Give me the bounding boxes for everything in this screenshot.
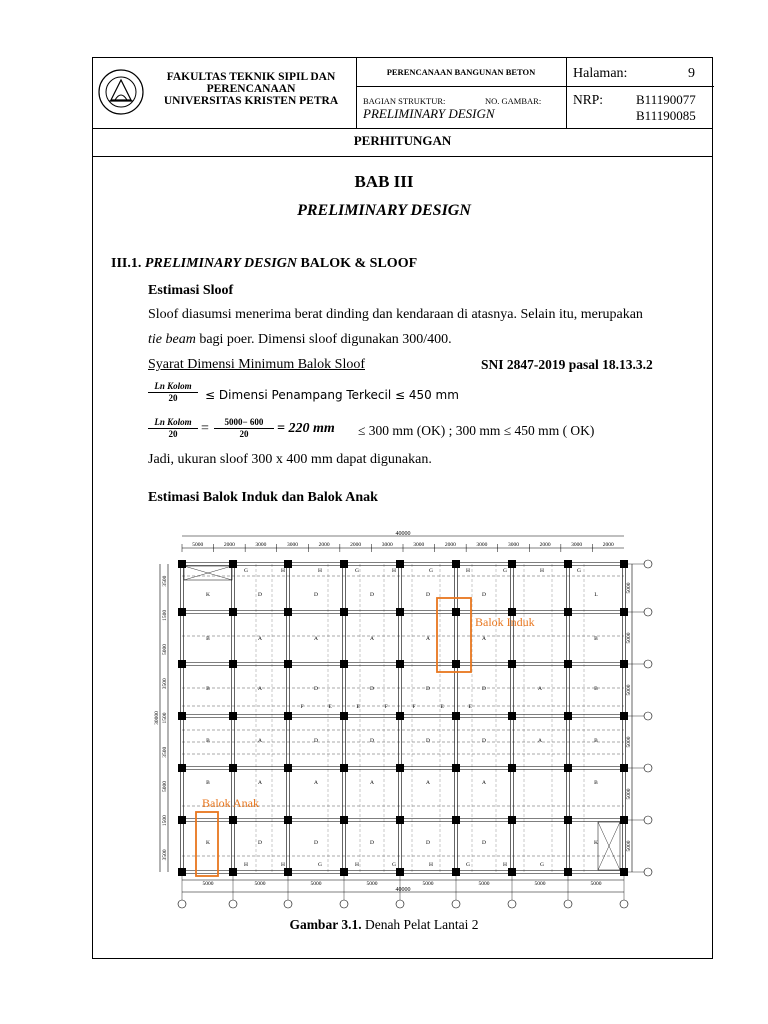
grid-bubble-bottom xyxy=(452,900,460,908)
fraction-2-numerator: Ln Kolom xyxy=(148,417,198,429)
column xyxy=(564,764,572,772)
slab-label: G xyxy=(244,568,248,574)
dim-text-left: 1500 xyxy=(162,609,168,621)
column xyxy=(178,712,186,720)
dim-text-bottom: 5000 xyxy=(534,881,546,887)
dim-text-top: 3000 xyxy=(381,542,393,548)
dim-text-left: 3500 xyxy=(162,678,168,690)
fraction-1-denominator: 20 xyxy=(168,393,178,403)
column xyxy=(452,608,460,616)
slab-label: B xyxy=(206,636,210,642)
slab-label: D xyxy=(426,686,430,692)
column xyxy=(452,816,460,824)
column xyxy=(229,764,237,772)
floor-plan-drawing xyxy=(156,526,656,912)
dim-text-right: 5000 xyxy=(626,736,632,748)
dim-text-right: 5000 xyxy=(626,684,632,696)
dim-text-top: 2000 xyxy=(350,542,362,548)
dim-text-top-total: 40000 xyxy=(395,531,411,537)
dim-text-top: 2000 xyxy=(444,542,456,548)
grid-bubble-bottom xyxy=(564,900,572,908)
subheading-balok: Estimasi Balok Induk dan Balok Anak xyxy=(148,490,378,505)
column xyxy=(620,660,628,668)
sni-reference: SNI 2847-2019 pasal 18.13.3.2 xyxy=(481,357,653,372)
slab-label: A xyxy=(258,686,262,692)
grid-bubble-right xyxy=(644,712,652,720)
slab-label: D xyxy=(482,840,486,846)
slab-label: D xyxy=(426,840,430,846)
slab-label: D xyxy=(370,592,374,598)
column xyxy=(178,764,186,772)
grid-bubble-bottom xyxy=(508,900,516,908)
column xyxy=(396,868,404,876)
column xyxy=(284,764,292,772)
header-bottom-line xyxy=(93,128,712,129)
dim-text-right: 5000 xyxy=(626,632,632,644)
column xyxy=(396,712,404,720)
column xyxy=(178,608,186,616)
column xyxy=(620,608,628,616)
dim-text-top: 2000 xyxy=(539,542,551,548)
para1-line2 xyxy=(148,332,452,348)
subheading-sloof: Estimasi Sloof xyxy=(148,283,234,298)
dim-text-top: 3000 xyxy=(476,542,488,548)
grid-bubble-right xyxy=(644,764,652,772)
halaman-value: 9 xyxy=(688,66,695,81)
dim-text-left: 5000 xyxy=(162,780,168,792)
grid-bubble-bottom xyxy=(340,900,348,908)
column xyxy=(564,868,572,876)
nrp-value-2: B11190085 xyxy=(636,108,696,123)
grid-bubble-right xyxy=(644,868,652,876)
column xyxy=(620,712,628,720)
column xyxy=(340,712,348,720)
column xyxy=(229,660,237,668)
column xyxy=(396,608,404,616)
syarat-label: Syarat Dimensi Minimum Balok Sloof xyxy=(148,357,365,372)
column xyxy=(564,816,572,824)
slab-label: B xyxy=(206,686,210,692)
column xyxy=(396,560,404,568)
caption-text: Denah Pelat Lantai 2 xyxy=(361,917,479,932)
slab-label: G xyxy=(503,568,507,574)
dim-text-bottom-total: 40000 xyxy=(395,887,411,893)
slab-label: D xyxy=(482,738,486,744)
dim-text-bottom: 5000 xyxy=(202,881,214,887)
column xyxy=(452,868,460,876)
column xyxy=(284,608,292,616)
slab-label: D xyxy=(370,840,374,846)
column xyxy=(620,764,628,772)
column xyxy=(452,712,460,720)
slab-label: A xyxy=(258,738,262,744)
column xyxy=(340,560,348,568)
halaman-label: Halaman: xyxy=(573,66,628,81)
slab-label: A xyxy=(426,780,430,786)
dim-text-top: 2000 xyxy=(602,542,614,548)
slab-label: D xyxy=(482,592,486,598)
column xyxy=(340,608,348,616)
section-value: PRELIMINARY DESIGN xyxy=(363,106,495,121)
nrp-label: NRP: xyxy=(573,92,604,107)
slab-label: D xyxy=(314,686,318,692)
dim-text-left: 3500 xyxy=(162,849,168,861)
column xyxy=(564,660,572,668)
caption-label: Gambar 3.1. xyxy=(289,917,362,932)
column xyxy=(178,660,186,668)
chapter-heading: BAB III xyxy=(354,172,414,191)
fraction-3 xyxy=(214,417,274,439)
dim-text-right: 5000 xyxy=(626,840,632,852)
slab-label: L xyxy=(594,592,598,598)
slab-label: H xyxy=(355,862,359,868)
dim-text-right: 5000 xyxy=(626,788,632,800)
slab-label: G xyxy=(429,568,433,574)
column xyxy=(564,608,572,616)
slab-label: A xyxy=(258,636,262,642)
grid-bubble-bottom xyxy=(620,900,628,908)
fraction-2-denominator: 20 xyxy=(168,429,178,439)
slab-label: B xyxy=(594,738,598,744)
dim-text-left: 5000 xyxy=(162,644,168,656)
university-logo xyxy=(97,68,145,116)
column xyxy=(178,868,186,876)
column xyxy=(452,764,460,772)
column xyxy=(229,560,237,568)
slab-label: D xyxy=(370,686,374,692)
slab-label: A xyxy=(370,636,374,642)
column xyxy=(620,560,628,568)
slab-label: A xyxy=(482,636,486,642)
conclusion: Jadi, ukuran sloof 300 x 400 mm dapat digunakan. xyxy=(148,452,432,467)
slab-label: D xyxy=(314,592,318,598)
column xyxy=(620,868,628,876)
column xyxy=(508,816,516,824)
dim-text-bottom: 5000 xyxy=(366,881,378,887)
course-name: PERENCANAAN BANGUNAN BETON xyxy=(386,67,536,77)
dim-text-left: 3500 xyxy=(162,575,168,587)
column xyxy=(229,868,237,876)
fraction-1-numerator: Ln Kolom xyxy=(148,381,198,393)
slab-label: A xyxy=(258,780,262,786)
header-mid-line xyxy=(356,86,714,87)
fraction-3-numerator: 5000− 600 xyxy=(214,417,274,429)
chapter-title: PRELIMINARY DESIGN xyxy=(297,202,471,219)
column xyxy=(396,660,404,668)
column xyxy=(284,560,292,568)
grid-bubble-right xyxy=(644,560,652,568)
slab-label: D xyxy=(482,686,486,692)
dim-text-left: 3500 xyxy=(162,746,168,758)
column xyxy=(284,660,292,668)
para1-line1: Sloof diasumsi menerima berat dinding dan kendaraan di atasnya. Selain itu, merupakan xyxy=(148,307,643,322)
slab-label: D xyxy=(426,738,430,744)
column xyxy=(284,868,292,876)
faculty-line-1: FAKULTAS TEKNIK SIPIL DAN xyxy=(166,71,336,83)
grid-bubble-bottom xyxy=(284,900,292,908)
slab-label: E xyxy=(468,704,472,710)
dim-text-bottom: 5000 xyxy=(478,881,490,887)
bagian-label: BAGIAN STRUKTUR: xyxy=(363,96,446,106)
dim-text-bottom: 5000 xyxy=(254,881,266,887)
column xyxy=(340,868,348,876)
slab-label: K xyxy=(206,592,210,598)
slab-label: H xyxy=(318,568,322,574)
slab-label: F xyxy=(412,704,416,710)
equation-2-check: ≤ 300 mm (OK) ; 300 mm ≤ 450 mm ( OK) xyxy=(358,423,595,438)
column xyxy=(340,660,348,668)
dim-text-left: 1500 xyxy=(162,815,168,827)
slab-label: B xyxy=(594,780,598,786)
fraction-2 xyxy=(148,417,198,439)
slab-label: G xyxy=(318,862,322,868)
header-divider-2 xyxy=(566,58,567,128)
slab-label: E xyxy=(440,704,444,710)
para1-line2-rest: bagi poer. Dimensi sloof digunakan 300/400. xyxy=(195,332,452,347)
fraction-1 xyxy=(148,381,198,403)
section-number: III.1. xyxy=(111,256,142,271)
label-balok-induk: Balok Induk xyxy=(475,615,535,629)
grid-bubble-bottom xyxy=(229,900,237,908)
slab-label: H xyxy=(429,862,433,868)
band-bottom-line xyxy=(93,156,712,157)
dim-text-left: 1500 xyxy=(162,712,168,724)
section-rest: BALOK & SLOOF xyxy=(296,256,418,271)
section-heading xyxy=(111,256,417,272)
slab-label: A xyxy=(370,780,374,786)
slab-label: D xyxy=(314,738,318,744)
column xyxy=(284,712,292,720)
column xyxy=(340,764,348,772)
slab-label: F xyxy=(384,704,388,710)
column xyxy=(564,560,572,568)
slab-label: F xyxy=(300,704,304,710)
slab-label: A xyxy=(482,780,486,786)
slab-label: H xyxy=(281,568,285,574)
slab-label: K xyxy=(594,840,598,846)
column xyxy=(396,816,404,824)
dim-text-top: 3000 xyxy=(255,542,267,548)
slab-label: H xyxy=(392,568,396,574)
dim-text-top: 5000 xyxy=(192,542,204,548)
slab-label: B xyxy=(594,686,598,692)
fraction-3-denominator: 20 xyxy=(239,429,249,439)
column xyxy=(284,816,292,824)
dim-text-bottom: 5000 xyxy=(310,881,322,887)
slab-label: H xyxy=(540,568,544,574)
column xyxy=(178,560,186,568)
column xyxy=(508,660,516,668)
slab-label: G xyxy=(355,568,359,574)
slab-label: A xyxy=(426,636,430,642)
slab-label: D xyxy=(314,840,318,846)
equation-1: ≤ Dimensi Penampang Terkecil ≤ 450 mm xyxy=(205,388,459,402)
tie-beam-term: tie beam xyxy=(148,332,196,347)
column xyxy=(508,712,516,720)
slab-label: A xyxy=(538,686,542,692)
column xyxy=(564,712,572,720)
dim-text-top: 2000 xyxy=(318,542,330,548)
slab-label: B xyxy=(206,780,210,786)
slab-label: K xyxy=(206,840,210,846)
column xyxy=(229,608,237,616)
dim-text-top: 3000 xyxy=(571,542,583,548)
dim-text-top: 3000 xyxy=(287,542,298,548)
nrp-value-1: B11190077 xyxy=(636,92,696,107)
column xyxy=(508,560,516,568)
grid-bubble-right xyxy=(644,608,652,616)
slab-label: D xyxy=(258,840,262,846)
dim-text-bottom: 5000 xyxy=(590,881,602,887)
slab-label: D xyxy=(370,738,374,744)
equation-2-result: = 220 mm xyxy=(277,421,335,436)
slab-label: A xyxy=(314,780,318,786)
column xyxy=(508,868,516,876)
slab-label: B xyxy=(206,738,210,744)
band-title: PERHITUNGAN xyxy=(353,133,452,148)
slab-label: G xyxy=(540,862,544,868)
figure-caption xyxy=(0,917,768,933)
column xyxy=(229,712,237,720)
faculty-line-3: UNIVERSITAS KRISTEN PETRA xyxy=(163,95,339,107)
equals-sign: = xyxy=(201,421,209,436)
column xyxy=(508,764,516,772)
slab-label: H xyxy=(244,862,248,868)
no-gambar-label: NO. GAMBAR: xyxy=(485,96,542,106)
dim-text-left-total: 30000 xyxy=(154,711,160,725)
dim-text-top: 2000 xyxy=(223,542,235,548)
column xyxy=(396,764,404,772)
column xyxy=(340,816,348,824)
dim-text-top: 3000 xyxy=(508,542,519,548)
slab-label: E xyxy=(328,704,332,710)
dim-text-right: 5000 xyxy=(626,582,632,594)
slab-label: D xyxy=(426,592,430,598)
slab-label: H xyxy=(503,862,507,868)
grid-bubble-bottom xyxy=(178,900,186,908)
slab-label: G xyxy=(392,862,396,868)
section-italic: PRELIMINARY DESIGN xyxy=(144,256,297,271)
label-balok-anak: Balok Anak xyxy=(202,796,259,810)
slab-label: E xyxy=(356,704,360,710)
slab-label: G xyxy=(466,862,470,868)
slab-label: B xyxy=(594,636,598,642)
slab-label: A xyxy=(314,636,318,642)
column xyxy=(620,816,628,824)
grid-bubble-right xyxy=(644,816,652,824)
column xyxy=(452,660,460,668)
slab-label: D xyxy=(258,592,262,598)
dim-text-bottom: 5000 xyxy=(422,881,434,887)
slab-label: H xyxy=(281,862,285,868)
slab-label: G xyxy=(577,568,581,574)
slab-label: A xyxy=(538,738,542,744)
dim-text-top: 3000 xyxy=(413,542,425,548)
faculty-name xyxy=(148,71,354,107)
slab-label: H xyxy=(466,568,470,574)
column xyxy=(229,816,237,824)
grid-bubble-bottom xyxy=(396,900,404,908)
column xyxy=(178,816,186,824)
grid-bubble-right xyxy=(644,660,652,668)
faculty-line-2: PERENCANAAN xyxy=(206,83,296,95)
column xyxy=(452,560,460,568)
